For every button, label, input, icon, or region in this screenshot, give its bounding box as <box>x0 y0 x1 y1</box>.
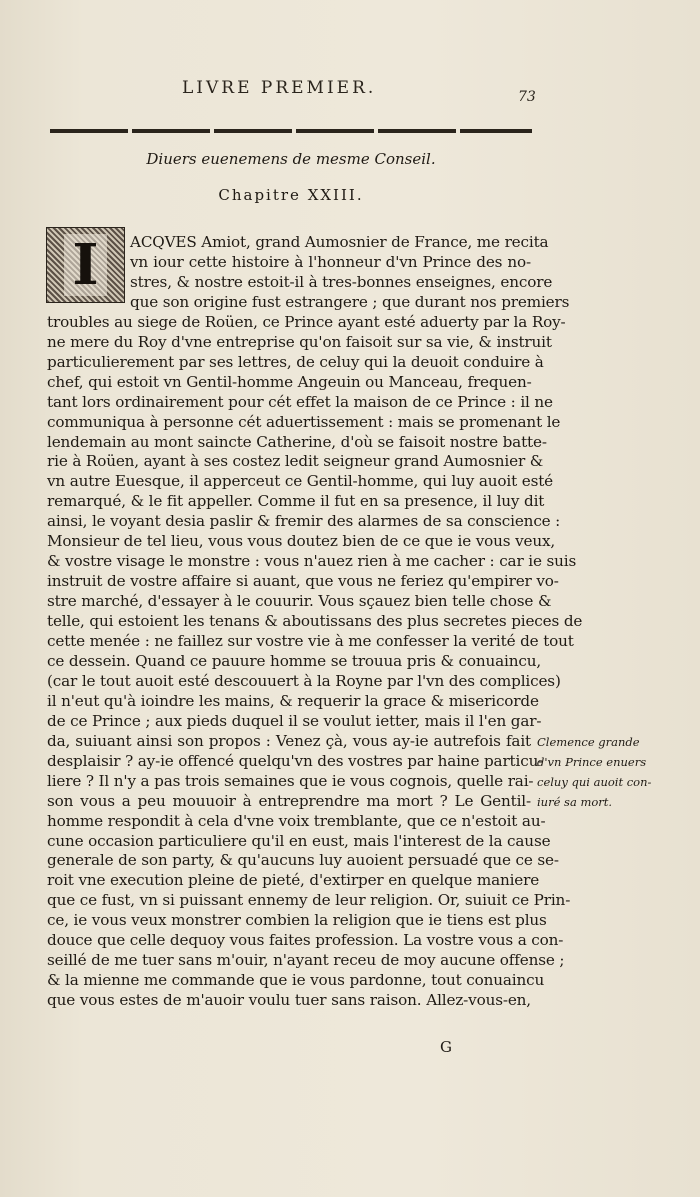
margin-note-line: iuré sa mort. <box>537 795 613 809</box>
text-line: que son origine fust estrangere ; que durant nos premiers <box>130 292 570 311</box>
text-line: particulierement par ses lettres, de celuy qui la deuoit conduire à <box>47 352 544 371</box>
page-number: 73 <box>518 89 536 105</box>
section-subtitle: Diuers euenemens de mesme Conseil. <box>146 150 436 168</box>
text-line: Monsieur de tel lieu, vous vous doutez bien de ce que ie vous veux, <box>47 532 556 551</box>
text-line: generale de son party, & qu'aucuns luy auoient persuadé que ce se- <box>47 851 559 870</box>
text-line: de ce Prince ; aux pieds duquel il se voulut ietter, mais il l'en gar- <box>47 711 542 730</box>
running-title: LIVRE PREMIER. <box>182 78 377 98</box>
text-line: instruit de vostre affaire si auant, que vous ne feriez qu'empirer vo- <box>47 572 559 591</box>
margin-note-line: d'vn Prince enuers <box>537 755 647 769</box>
text-line: communiqua à personne cét aduertissement : mais se promenant le <box>47 412 561 431</box>
text-line: ainsi, le voyant desia paslir & fremir des alarmes de sa conscience : <box>47 512 561 531</box>
text-line: lendemain au mont saincte Catherine, d'où se faisoit nostre batte- <box>47 432 547 451</box>
text-line: tant lors ordinairement pour cét effet la maison de ce Prince : il ne <box>47 392 553 411</box>
text-line: ce dessein. Quand ce pauure homme se trouua pris & conuaincu, <box>47 651 542 670</box>
text-line: troubles au siege de Roüen, ce Prince ayant esté aduerty par la Roy- <box>47 312 566 331</box>
text-line: ACQVES Amiot, grand Aumosnier de France, me recita <box>130 233 549 251</box>
text-line: stres, & nostre estoit-il à tres-bonnes enseignes, encore <box>130 272 553 291</box>
margin-note-line: celuy qui auoit con- <box>537 775 652 789</box>
ornamental-initial <box>46 227 125 303</box>
text-line: cune occasion particuliere qu'il en eust, mais l'interest de la cause <box>47 831 551 850</box>
text-line: ce, ie vous veux monstrer combien la religion que ie tiens est plus <box>47 911 547 930</box>
text-line: douce que celle dequoy vous faites profession. La vostre vous a con- <box>47 931 564 950</box>
text-line: stre marché, d'essayer à le couurir. Vous sçauez bien telle chose & <box>47 592 552 611</box>
text-line: que vous estes de m'auoir voulu tuer sans raison. Allez-vous-en, <box>47 991 531 1010</box>
text-line: (car le tout auoit esté descouuert à la Royne par l'vn des complices) <box>47 671 561 690</box>
margin-note <box>537 732 687 812</box>
text-line: desplaisir ? ay-ie offencé quelqu'vn des vostres par haine particu- <box>47 751 544 770</box>
header-rule <box>50 129 532 133</box>
text-line: & la mienne me commande que ie vous pardonne, tout conuaincu <box>47 971 545 990</box>
text-line: rie à Roüen, ayant à ses costez ledit seigneur grand Aumosnier & <box>47 452 544 471</box>
text-line: chef, qui estoit vn Gentil-homme Angeuin ou Manceau, frequen- <box>47 372 532 391</box>
text-line: & vostre visage le monstre : vous n'auez rien à me cacher : car ie suis <box>47 552 577 571</box>
text-line: remarqué, & le fit appeller. Comme il fut en sa presence, il luy dit <box>47 492 545 511</box>
signature-mark: G <box>440 1038 452 1056</box>
chapter-heading: Chapitre XXIII. <box>218 186 364 204</box>
text-line: vn iour cette histoire à l'honneur d'vn Prince des no- <box>130 252 531 271</box>
text-line: seillé de me tuer sans m'ouir, n'ayant receu de moy aucune offense ; <box>47 951 565 970</box>
text-line: telle, qui estoient les tenans & aboutissans des plus secretes pieces de <box>47 612 583 631</box>
initial-letter: I <box>64 234 106 296</box>
text-line: roit vne execution pleine de pieté, d'extirper en quelque maniere <box>47 871 540 890</box>
text-line: cette menée : ne faillez sur vostre vie à me confesser la verité de tout <box>47 632 574 650</box>
text-line: homme respondit à cela d'vne voix tremblante, que ce n'estoit au- <box>47 811 546 830</box>
text-line: son vous a peu mouuoir à entreprendre ma mort ? Le Gentil- <box>47 791 531 810</box>
margin-note-line: Clemence grande <box>537 735 640 749</box>
text-line: que ce fust, vn si puissant ennemy de leur religion. Or, suiuit ce Prin- <box>47 891 571 910</box>
text-line: vn autre Euesque, il apperceut ce Gentil-homme, qui luy auoit esté <box>47 472 554 491</box>
text-line: il n'eut qu'à ioindre les mains, & requerir la grace & misericorde <box>47 691 539 710</box>
text-line: da, suiuant ainsi son propos : Venez çà, vous ay-ie autrefois fait <box>47 731 531 750</box>
text-line: liere ? Il n'y a pas trois semaines que ie vous cognois, quelle rai- <box>47 771 534 790</box>
text-line: ne mere du Roy d'vne entreprise qu'on faisoit sur sa vie, & instruit <box>47 332 552 351</box>
